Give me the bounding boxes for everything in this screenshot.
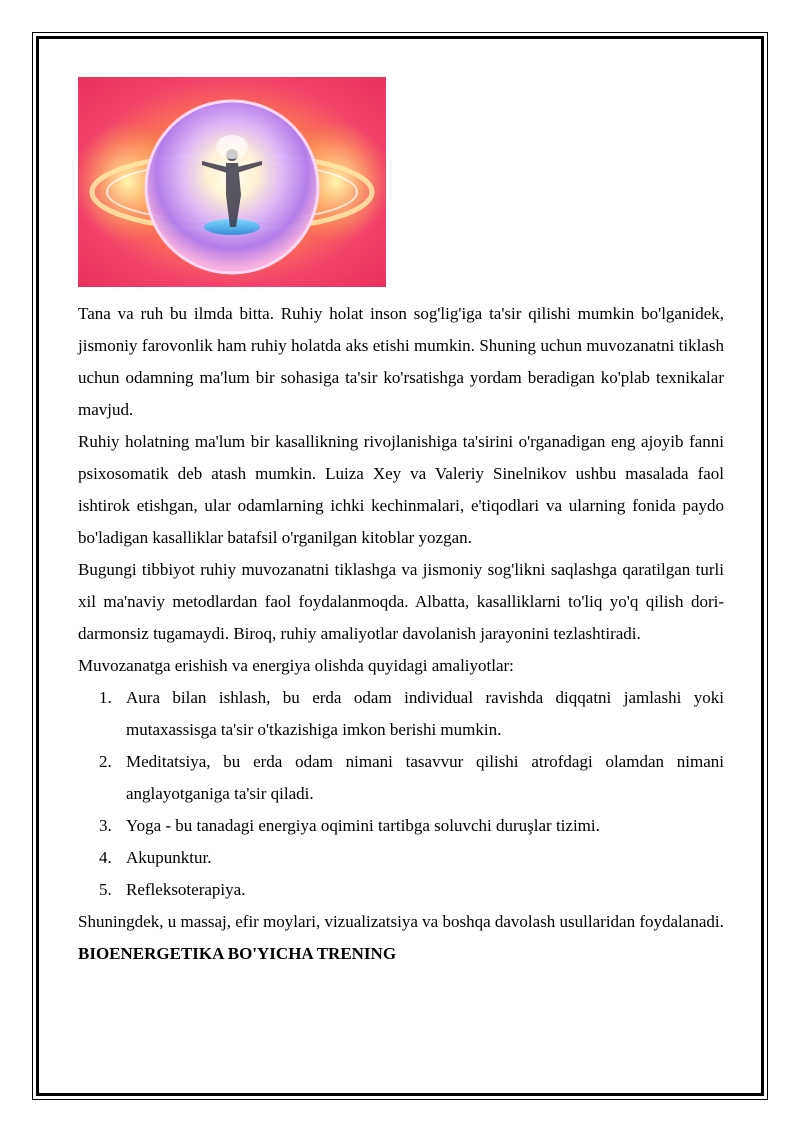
list-number: 4. (99, 848, 112, 867)
list-number: 2. (99, 752, 112, 771)
section-heading: BIOENERGETIKA BO'YICHA TRENING (78, 944, 397, 963)
list-item (78, 842, 724, 874)
closing-paragraph: Shuningdek, u massaj, efir moylari, vizualizatsiya va boshqa davolash usullaridan foydalanadi. (78, 912, 724, 931)
paragraph-3: Bugungi tibbiyot ruhiy muvozanatni tiklashga va jismoniy sog'likni saqlashga qaratilgan turli xil ma'naviy metodlardan faol foydalanmoqda. Albatta, kasalliklarni to'liq yo'q qilish dori-darmonsiz tugamaydi. Biroq, ruhiy amaliyotlar davolanish jarayonini tezlashtiradi. (78, 560, 724, 643)
list-item (78, 874, 724, 906)
list-item (78, 682, 724, 746)
list-item (78, 810, 724, 842)
list-number: 1. (99, 688, 112, 707)
list-number: 3. (99, 816, 112, 835)
practice-list (78, 682, 724, 906)
list-number: 5. (99, 880, 112, 899)
aura-meditation-illustration (78, 77, 386, 287)
list-item (78, 746, 724, 810)
list-text: Refleksoterapiya. (126, 880, 246, 899)
paragraph-2: Ruhiy holatning ma'lum bir kasallikning rivojlanishiga ta'sirini o'rganadigan eng ajoyib fanni psixosomatik deb atash mumkin. Luiza Xey va Valeriy Sinelnikov ushbu masalada faol ishtirok etishgan, ular odamlarning ichki kechinmalari, e'tiqodlari va ularning fonida paydo bo'ladigan kasalliklar batafsil o'rganilgan kitoblar yozgan. (78, 432, 724, 547)
list-text: Yoga - bu tanadagi energiya oqimini tartibga soluvchi duruşlar tizimi. (126, 816, 600, 835)
list-text: Meditatsiya, bu erda odam nimani tasavvur qilishi atrofdagi olamdan nimani anglayotganiga ta'sir qiladi. (126, 752, 724, 803)
paragraph-4: Muvozanatga erishish va energiya olishda quyidagi amaliyotlar: (78, 656, 514, 675)
list-text: Akupunktur. (126, 848, 212, 867)
list-text: Aura bilan ishlash, bu erda odam individual ravishda diqqatni jamlashi yoki mutaxassisga ta'sir o'tkazishiga imkon berishi mumkin. (126, 688, 724, 739)
document-body (78, 298, 724, 970)
paragraph-1: Tana va ruh bu ilmda bitta. Ruhiy holat inson sog'lig'iga ta'sir qilishi mumkin bo'lganidek, jismoniy farovonlik ham ruhiy holatda aks etishi mumkin. Shuning uchun muvozanatni tiklash uchun odamning ma'lum bir sohasiga ta'sir ko'rsatishga yordam beradigan ko'plab texnikalar mavjud. (78, 304, 724, 419)
